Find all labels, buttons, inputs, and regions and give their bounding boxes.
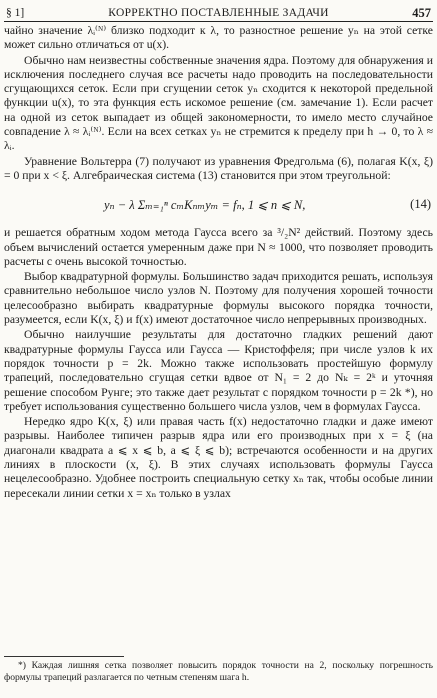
running-title: КОРРЕКТНО ПОСТАВЛЕННЫЕ ЗАДАЧИ bbox=[108, 7, 329, 19]
equation-expression: yₙ − λ Σₘ₌₁ⁿ cₘKₙₘyₘ = fₙ, 1 ⩽ n ⩽ N, bbox=[104, 198, 306, 213]
equation-14 bbox=[4, 186, 433, 226]
section-mark: § 1] bbox=[6, 7, 25, 19]
page-header bbox=[6, 4, 431, 22]
paragraph-6: Обычно наилучшие результаты для достаточно гладких решений дают квадратурные формулы Гаусса или Гаусса — Кристоффеля; при числе узлов k их порядок точности p = 2k. Можно также использовать простейшую формулу трапеций, последовательно сгущая сетки вдвое от N₁ = 2 до Nₖ = 2ᵏ и уточняя решение способом Рунге; это также дает результат с порядком точности p = 2k *), но требует использования существенно большего числа узлов, чем в формулах Гаусса. bbox=[4, 328, 433, 413]
paragraph-3: Уравнение Вольтерра (7) получают из уравнения Фредгольма (6), полагая K(x, ξ) = 0 при x < ξ. Алгебраическая система (13) становится при этом треугольной: bbox=[4, 154, 433, 182]
footnote-rule bbox=[4, 656, 124, 657]
footnote: *) Каждая лишняя сетка позволяет повысить порядок точности на 2, поскольку погрешность формулы трапеций разлагается по четным степеням шага h. bbox=[4, 660, 433, 683]
paragraph-7: Нередко ядро K(x, ξ) или правая часть f(x) недостаточно гладки и даже имеют разрывы. Наиболее типичен разрыв ядра или его производных при x = ξ (на диагонали квадрата a ⩽ x ⩽ b, a ⩽ ξ ⩽ b); встречаются особенности и на других линиях в плоскости (x, ξ). В этих случаях использовать формулы Гаусса нецелесообразно. Удобнее построить специальную сетку xₙ так, чтобы особые линии пересекали линии сетки x = xₙ только в узлах bbox=[4, 415, 433, 500]
header-rule bbox=[4, 21, 433, 22]
paragraph-2: Обычно нам неизвестны собственные значения ядра. Поэтому для обнаружения и исключения последнего случая все расчеты надо проводить на последовательности сгущающихся сеток. Если при сгущении сеток yₙ сходится к некоторой предельной функции u(x), то эта функция есть искомое решение (см. замечание 1). Если расчет на одной из сеток выпадает из общей закономерности, то имело место случайное совпадение λ ≈ λᵢ⁽ᴺ⁾. Если на всех сетках yₙ не стремится к пределу при h → 0, то λ ≈ λᵢ. bbox=[4, 53, 433, 153]
paragraph-1: чайно значение λᵢ⁽ᴺ⁾ близко подходит к λ, то разностное решение yₙ на этой сетке может сильно отличаться от u(x). bbox=[4, 24, 433, 52]
main-text bbox=[4, 24, 433, 501]
paragraph-4: и решается обратным ходом метода Гаусса всего за ³/₂N² действий. Поэтому здесь объем вычислений остается умеренным даже при N ≈ 1000, что позволяет проводить расчеты с очень высокой точностью. bbox=[4, 226, 433, 268]
paragraph-5: Выбор квадратурной формулы. Большинство задач приходится решать, используя сравнительно небольшое число узлов N. Поэтому для получения хорошей точности целесообразно выбирать квадратурные формулы высокого порядка точности, разумеется, если K(x, ξ) и f(x) имеют достаточное число непрерывных производных. bbox=[4, 270, 433, 327]
page-number: 457 bbox=[412, 6, 431, 20]
equation-number: (14) bbox=[410, 197, 431, 212]
